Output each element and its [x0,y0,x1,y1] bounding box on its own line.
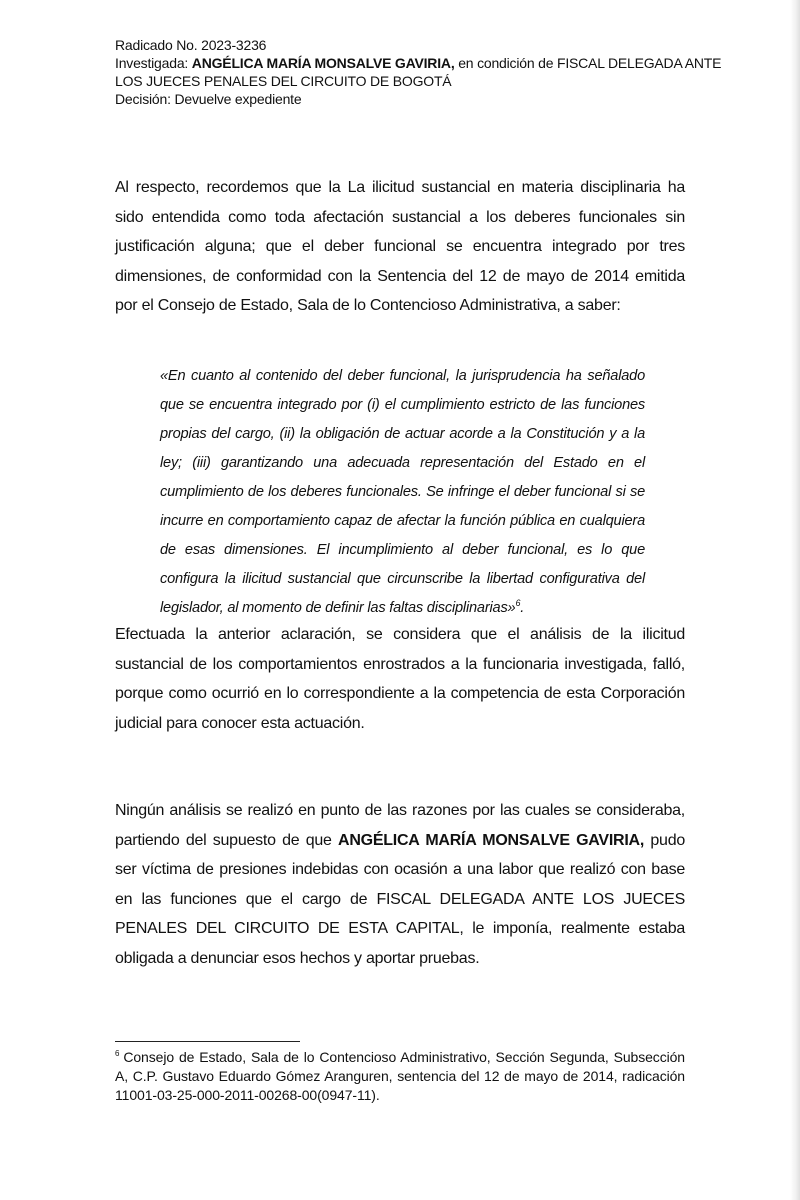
block-quote-jurisprudence [160,362,645,623]
investigada-name: ANGÉLICA MARÍA MONSALVE GAVIRIA, [191,55,455,71]
quote-period: . [520,600,525,616]
document-header [115,36,722,108]
page-edge-shadow [790,0,800,1200]
investigada-role-continued: LOS JUECES PENALES DEL CIRCUITO DE BOGOTÁ [115,73,452,89]
quote-text: «En cuanto al contenido del deber funcional, la jurisprudencia ha señalado que se encuentra integrado por (i) el cumplimiento estricto de las funciones propias del cargo, (ii) la obligación de actuar acorde a la Constitución y a la ley; (iii) garantizando una adecuada representación del Estado en el cumplimiento de los deberes funcionales. Se infringe el deber funcional si se incurre en comportamiento capaz de afectar la función pública en cualquiera de esas dimensiones. El incumplimiento al deber funcional, es lo que configura la ilicitud sustancial que circunscribe la libertad configurativa del legislador, al momento de definir las faltas disciplinarias» [160,368,645,616]
investigada-name-inline: ANGÉLICA MARÍA MONSALVE GAVIRIA, [338,831,645,849]
paragraph-part-2: pudo ser víctima de presiones indebidas con ocasión a una labor que realizó con base en las funciones que el cargo de FISCAL DELEGADA ANTE LOS JUECES PENALES DEL CIRCUITO DE ESTA CAPITAL, le imponía, realmente estaba obligada a denunciar esos hechos y aportar pruebas. [115,831,685,967]
decision-line: Decisión: Devuelve expediente [115,91,302,107]
paragraph-ilicitud-sustancial: Al respecto, recordemos que la La ilicitud sustancial en materia disciplinaria ha sido entendida como toda afectación sustancial a los deberes funcionales sin justificación alguna; que el deber funcional se encuentra integrado por tres dimensiones, de conformidad con la Sentencia del 12 de mayo de 2014 emitida por el Consejo de Estado, Sala de lo Contencioso Administrativa, a saber: [115,179,685,314]
footnote [115,1048,685,1105]
footnote-separator [115,1041,300,1042]
investigada-line [115,54,722,72]
investigada-role: en condición de FISCAL DELEGADA ANTE [454,55,722,71]
footnote-number: 6 [115,1049,120,1059]
paragraph-part-1: Ningún análisis se realizó en punto de las razones por las cuales se consideraba, partiendo del supuesto de que [115,802,685,849]
investigada-label: Investigada: [115,55,192,71]
footnote-text: Consejo de Estado, Sala de lo Contencioso Administrativo, Sección Segunda, Subsección A, C.P. Gustavo Eduardo Gómez Aranguren, sentencia del 12 de mayo de 2014, radicación 11001-03-25-000-2011-00268-00(0947-11). [115,1049,685,1103]
footnote-reference: 6 [515,598,521,609]
radicado-line: Radicado No. 2023-3236 [115,37,267,53]
paragraph-ningun-analisis [115,796,685,973]
paragraph-aclaracion: Efectuada la anterior aclaración, se considera que el análisis de la ilicitud sustancial de los comportamientos enrostrados a la funcionaria investigada, falló, porque como ocurrió en lo correspondiente a la competencia de esta Corporación judicial para conocer esta actuación. [115,626,685,732]
